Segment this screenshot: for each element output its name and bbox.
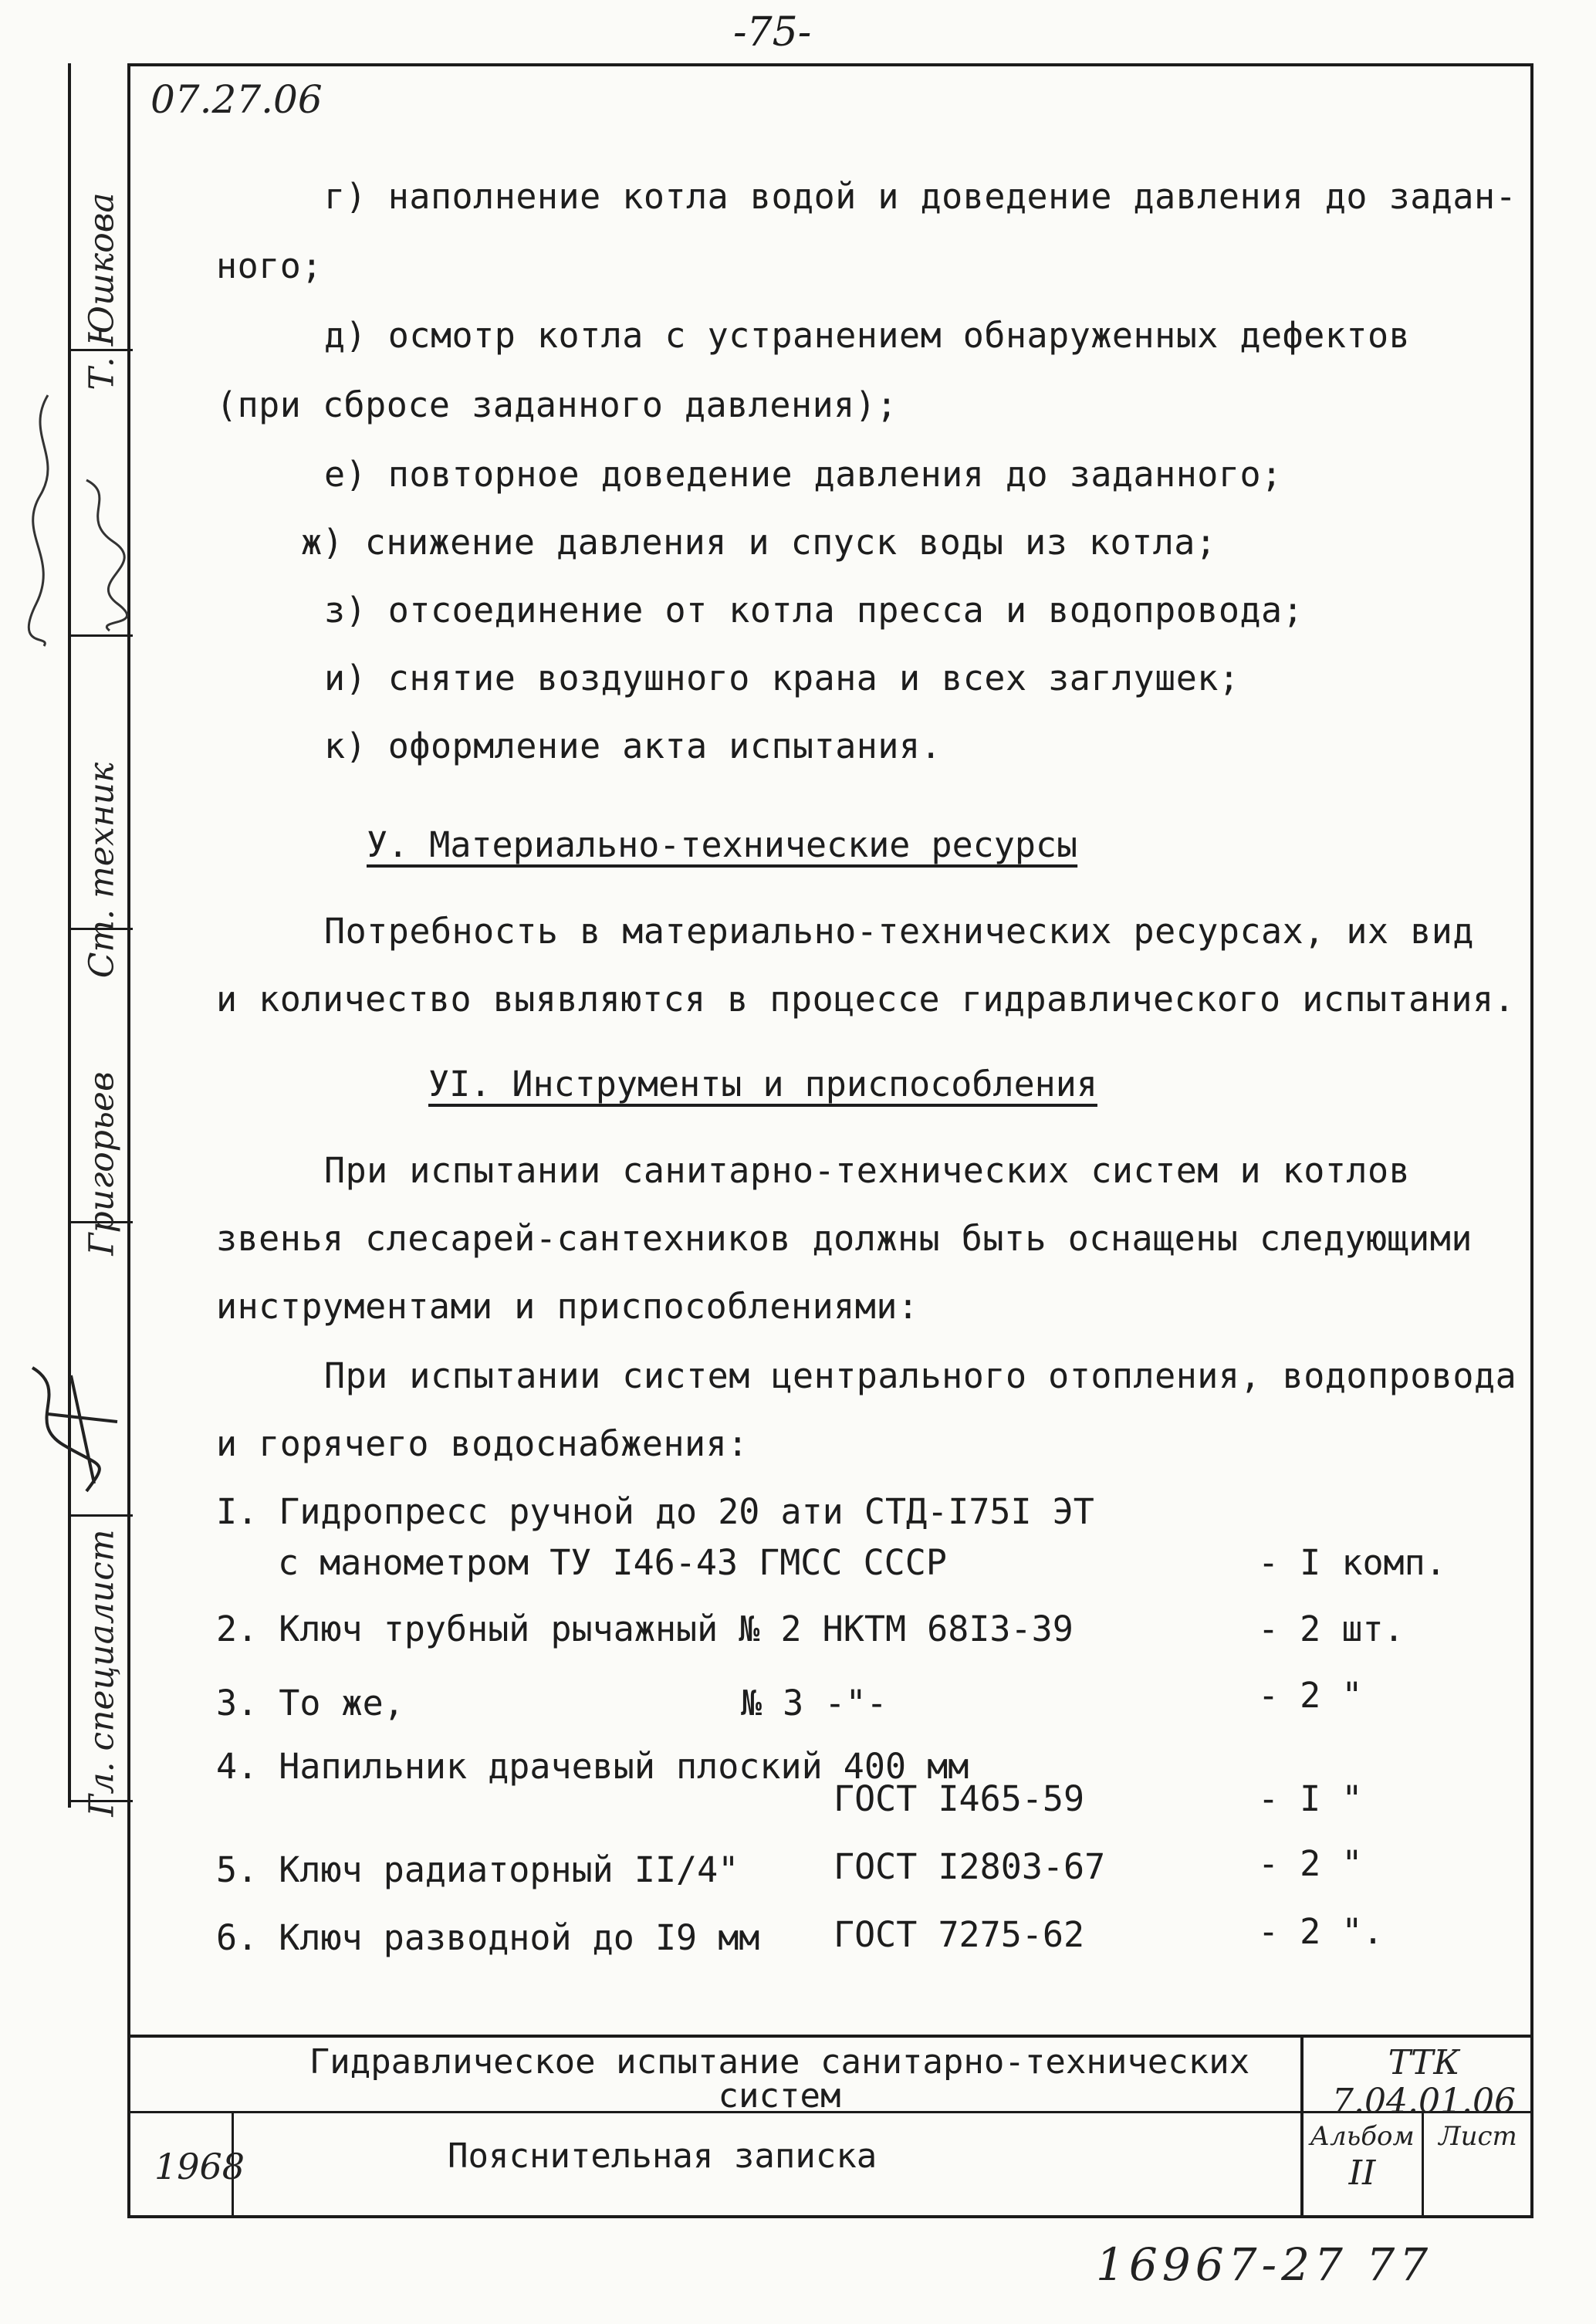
equipment-item-name: 4. Напильник драчевый плоский 400 мм <box>216 1746 969 1787</box>
signature-scribble <box>2 1345 156 1499</box>
archive-number: 16967-27 77 <box>1096 2238 1433 2291</box>
document-year: 1968 <box>154 2146 245 2187</box>
section-heading: У. Материально-технические ресурсы <box>367 824 1078 865</box>
code-line: ТТК <box>1388 2043 1460 2082</box>
equipment-item-spec: ГОСТ I2803-67 <box>834 1846 1106 1887</box>
step-line: е) повторное доведение давления до заданного; <box>324 454 1283 495</box>
step-line: з) отсоединение от котла пресса и водопровода; <box>324 590 1304 631</box>
equipment-item-name: 5. Ключ радиаторный II/4" <box>216 1849 739 1890</box>
sheet-label: Лист <box>1439 2121 1517 2152</box>
title-block-divider <box>1300 2035 1304 2218</box>
equipment-item-name: 2. Ключ трубный рычажный № 2 НКТМ 68I3-39 <box>216 1609 1074 1649</box>
title-block-border <box>127 2035 1533 2038</box>
equipment-item-spec: ГОСТ I465-59 <box>834 1778 1085 1819</box>
paragraph-line: инструментами и приспособлениями: <box>216 1286 919 1327</box>
side-label-position: Гл. специалист <box>82 1529 122 1817</box>
document-subtitle: Пояснительная записка <box>448 2136 877 2176</box>
signature-scribble <box>17 387 71 650</box>
equipment-item-name: с манометром ТУ I46-43 ГМСС СССР <box>278 1542 947 1583</box>
side-label-name: Т. Юшкова <box>82 192 122 391</box>
equipment-item-name: 6. Ключ разводной до I9 мм <box>216 1917 760 1958</box>
signature-scribble <box>71 465 133 634</box>
side-signature-strip <box>68 63 133 1817</box>
album-label: Альбом <box>1310 2121 1415 2152</box>
equipment-item-qty: - I " <box>1258 1778 1363 1819</box>
step-line: ж) снижение давления и спуск воды из котла; <box>301 522 1217 563</box>
equipment-item-spec: № 3 -"- <box>741 1683 888 1724</box>
album-value: II <box>1348 2153 1376 2193</box>
paragraph-line: и горячего водоснабжения: <box>216 1423 749 1464</box>
paragraph-line: звенья слесарей-сантехников должны быть оснащены следующими <box>216 1218 1473 1259</box>
equipment-item-qty: - 2 " <box>1258 1843 1363 1884</box>
side-divider <box>71 1514 133 1517</box>
side-divider <box>71 634 133 637</box>
section-heading: УI. Инструменты и приспособления <box>428 1064 1097 1104</box>
paragraph-line: При испытании систем центрального отопления, водопровода <box>324 1355 1517 1396</box>
code-line: 7.04.01.06 <box>1332 2082 1516 2121</box>
side-label-position: Ст. техник <box>82 762 122 979</box>
paragraph-line: и количество выявляются в процессе гидравлического испытания. <box>216 979 1516 1020</box>
equipment-item-qty: - 2 " <box>1258 1675 1363 1716</box>
equipment-item-name: 3. То же, <box>216 1683 404 1724</box>
equipment-item-qty: - 2 шт. <box>1258 1609 1405 1649</box>
step-line: к) оформление акта испытания. <box>324 726 942 766</box>
step-line: и) снятие воздушного крана и всех заглушек; <box>324 658 1240 699</box>
paragraph-line: Потребность в материально-технических ресурсах, их вид <box>324 911 1474 952</box>
document-code: 07.27.06 <box>150 77 323 122</box>
step-line: г) наполнение котла водой и доведение давления до задан- <box>324 176 1517 217</box>
step-line: ного; <box>216 245 323 286</box>
page-number: -75- <box>733 9 812 56</box>
document-code-block <box>1312 2044 1536 2121</box>
step-line: (при сбросе заданного давления); <box>216 384 898 425</box>
equipment-item-name: I. Гидропресс ручной до 20 ати СТД-I75I ЭТ <box>216 1491 1094 1532</box>
side-label-name: Григорьев <box>82 1071 122 1256</box>
title-block-divider <box>1422 2111 1424 2218</box>
paragraph-line: При испытании санитарно-технических систем и котлов <box>324 1150 1411 1191</box>
step-line: д) осмотр котла с устранением обнаруженных дефектов <box>324 315 1411 356</box>
equipment-item-spec: ГОСТ 7275-62 <box>834 1914 1085 1955</box>
equipment-item-qty: - I комп. <box>1258 1542 1446 1583</box>
document-title: Гидравлическое испытание санитарно-технических систем <box>309 2042 1250 2116</box>
equipment-item-qty: - 2 ". <box>1258 1911 1384 1952</box>
